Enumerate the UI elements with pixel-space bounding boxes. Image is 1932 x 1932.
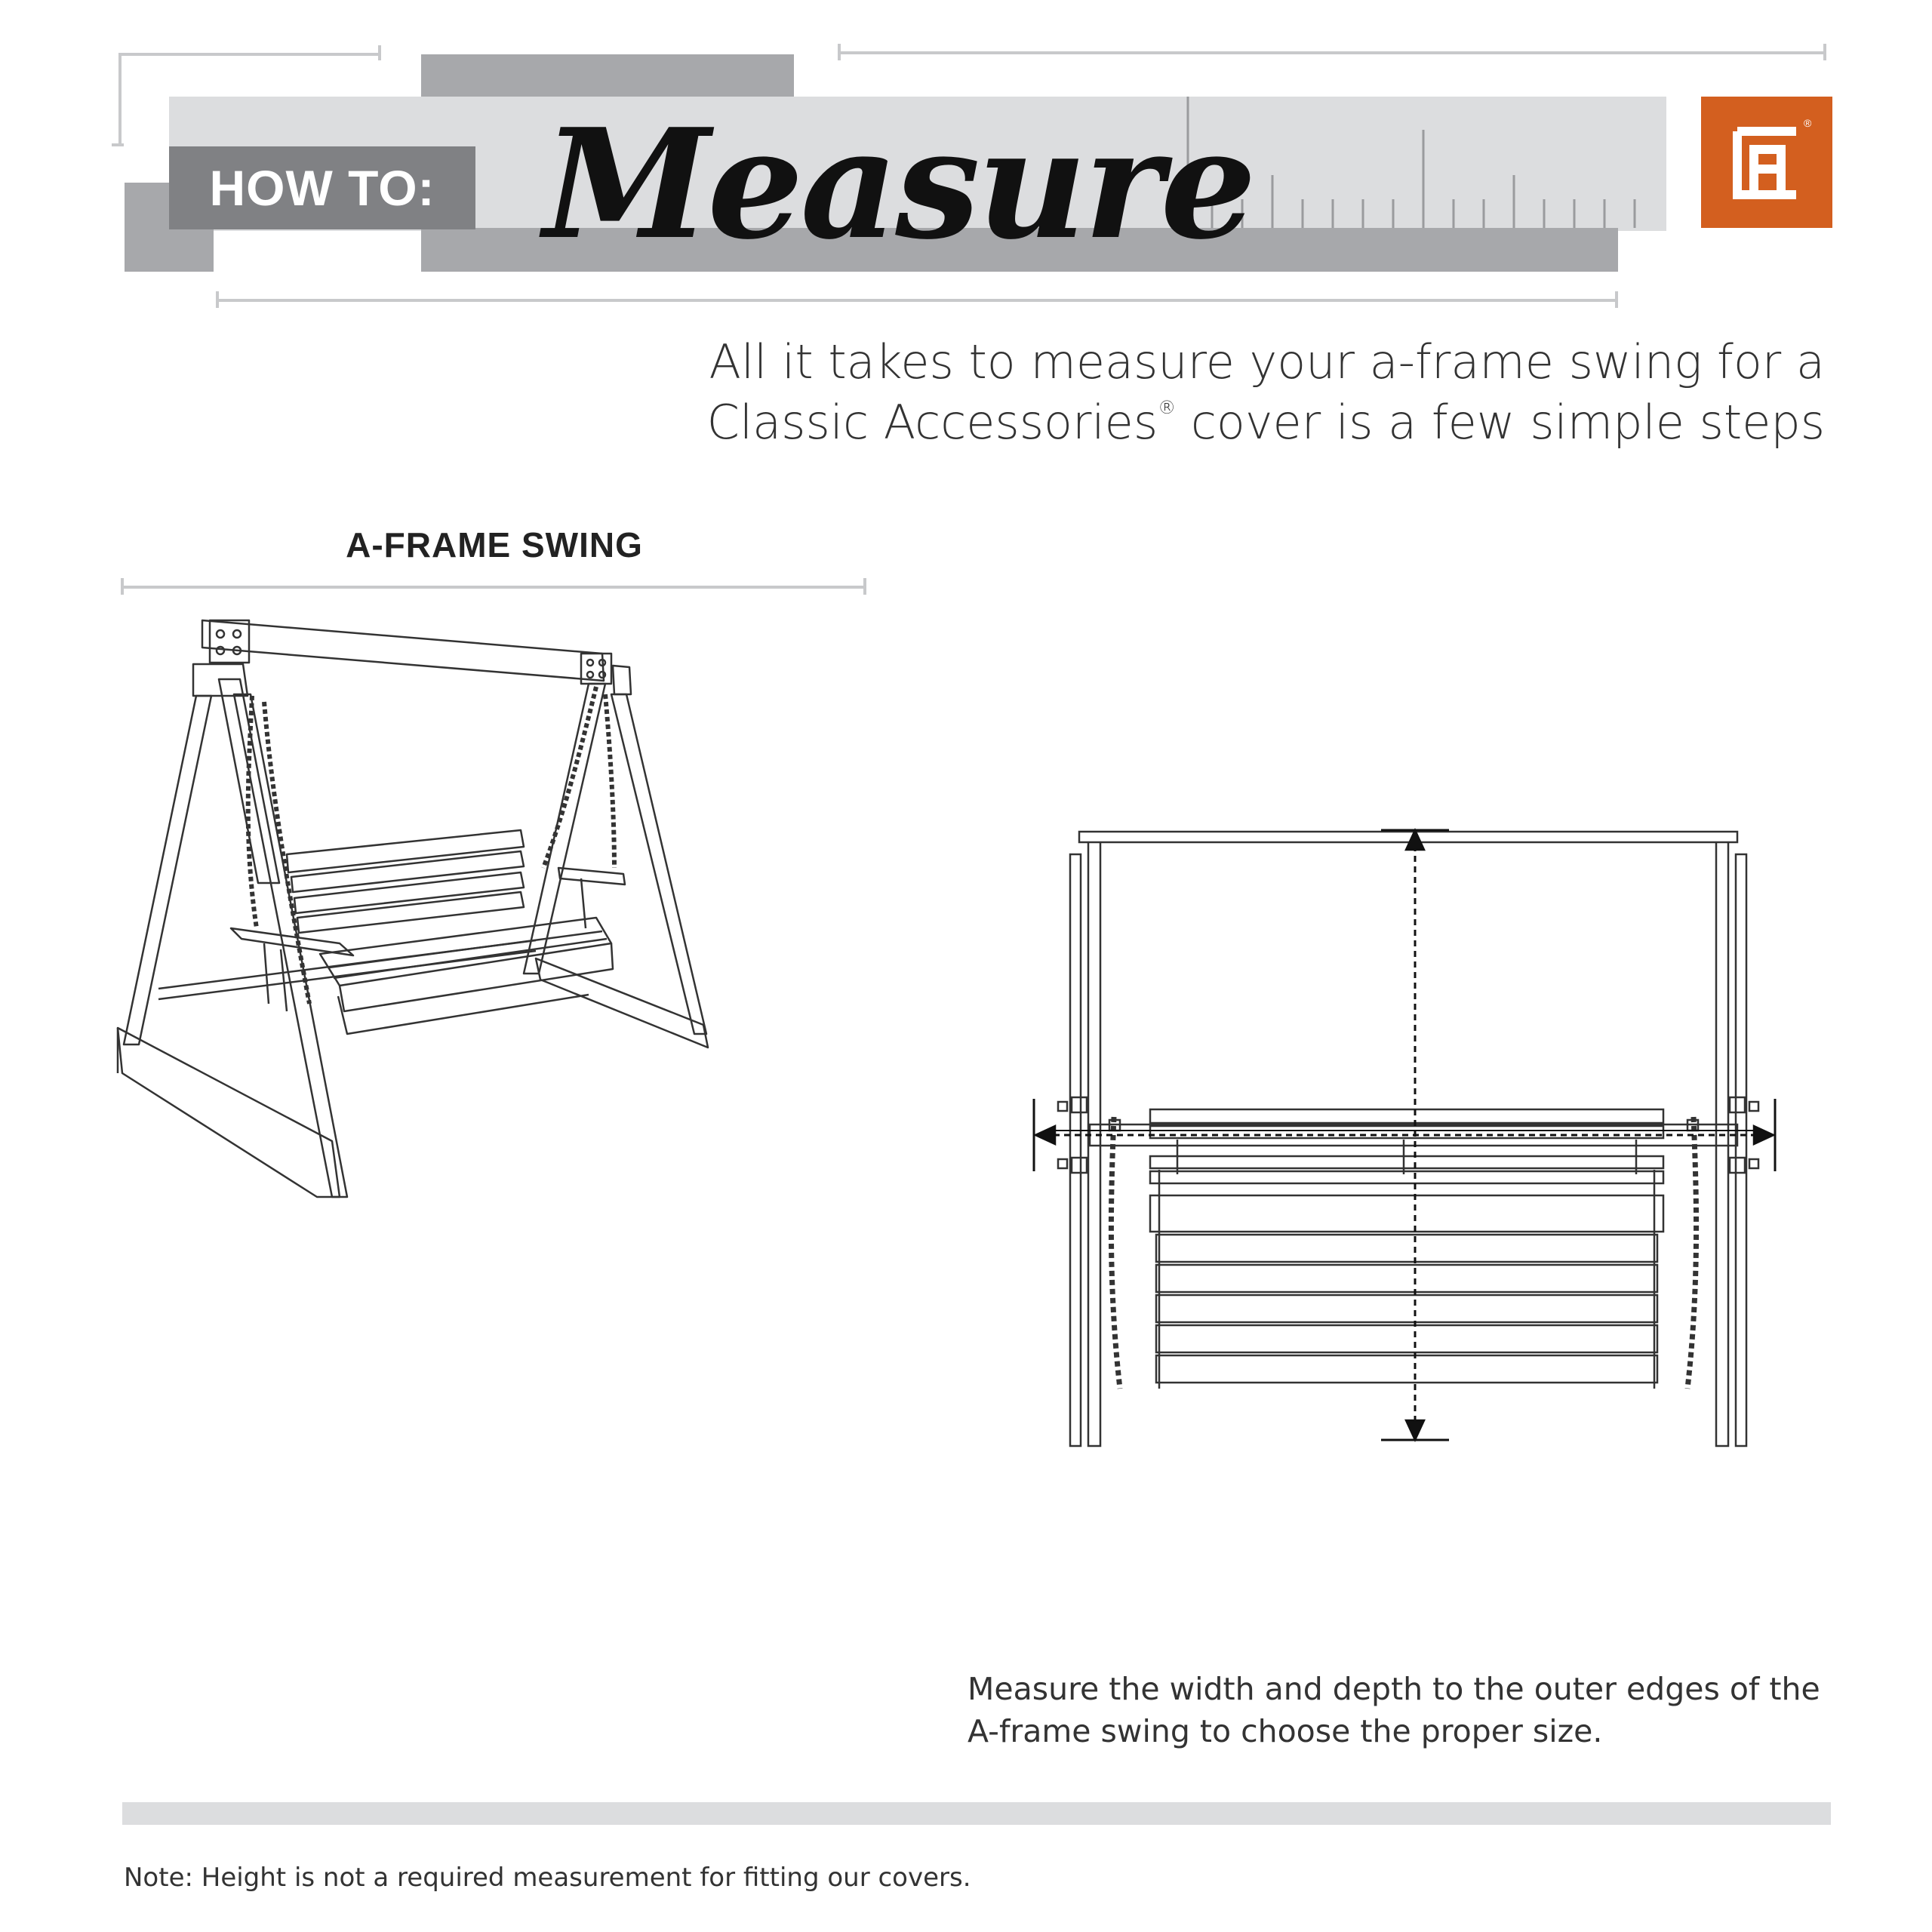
header-line-tick-b [1823,44,1826,60]
page-title: Measure [543,96,1254,273]
section-divider [121,586,866,589]
footnote: Note: Height is not a required measurement for fitting our covers. [124,1863,971,1893]
intro-line-2 [617,392,1825,453]
header-line-bottom [216,299,1618,302]
howto-label: HOW TO: [169,146,475,229]
header-line-tick-d [1615,291,1618,308]
instruction-text: Measure the width and depth to the outer edges of the A-frame swing to choose the proper size. [968,1671,1820,1749]
intro-registered-mark: ® [1158,397,1177,418]
section-divider-tick-left [121,578,124,595]
a-frame-swing-perspective-illustration [113,611,717,1215]
ruler-ticks [1185,97,1668,232]
classic-accessories-logo-icon [1701,97,1832,228]
intro-line-2-rest: cover is a few simple steps [1176,395,1825,450]
header-line-top-right [838,51,1826,54]
header-line-top-left [118,53,381,56]
intro-brand: Classic Accessories [706,395,1158,450]
section-title: A-FRAME SWING [346,525,643,565]
header-line-tick-c [216,291,219,308]
intro-text [617,332,1825,453]
section-divider-tick-right [863,578,866,595]
header-line-tick-a [838,44,841,60]
footer-divider-bar [122,1802,1831,1825]
intro-line-1: All it takes to measure your a-frame swing for a [709,334,1825,389]
logo-registered-mark: ® [1804,117,1812,129]
header-line-left-tick2 [112,143,124,146]
header-line-left-vertical [118,53,122,146]
header-line-left-tick [378,45,381,60]
a-frame-swing-top-view-diagram [1026,815,1819,1464]
